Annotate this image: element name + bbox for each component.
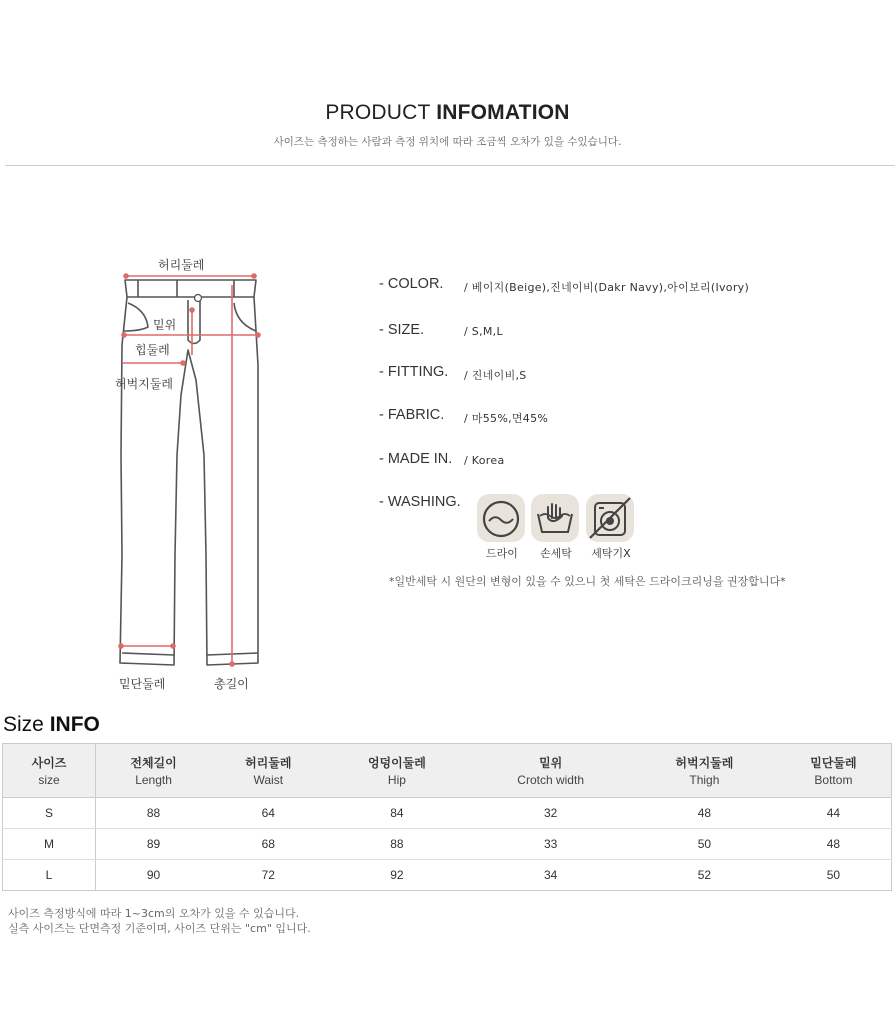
table-header-row <box>3 744 892 798</box>
cell-waist: 68 <box>211 829 325 860</box>
diagram-label-thigh: 허벅지둘레 <box>115 377 173 391</box>
spec-label: - WASHING. <box>379 494 461 510</box>
diagram-label-bottom: 밑단둘레 <box>119 677 166 691</box>
footnote-line: 사이즈 측정방식에 따라 1~3cm의 오차가 있을 수 있습니다. <box>8 907 300 920</box>
spec-value: / S,M,L <box>464 325 503 338</box>
cell-waist: 72 <box>211 860 325 891</box>
cell-length: 89 <box>96 829 212 860</box>
dry-clean-icon <box>477 494 525 542</box>
footnote-line: 실측 사이즈는 단면측정 기준이며, 사이즈 단위는 "cm" 입니다. <box>8 922 311 935</box>
diagram-label-crotch: 밑위 <box>153 318 177 332</box>
col-bottom: 밑단둘레 Bottom <box>776 744 892 798</box>
cell-thigh: 50 <box>633 829 776 860</box>
cell-crotch: 32 <box>468 798 633 829</box>
cell-hip: 88 <box>325 829 468 860</box>
table-row <box>3 829 892 860</box>
size-table <box>2 743 892 891</box>
cell-hip: 92 <box>325 860 468 891</box>
no-machine-wash-icon <box>586 494 634 542</box>
pants-illustration <box>108 255 278 695</box>
size-footnote <box>8 906 311 936</box>
cell-size: M <box>3 829 96 860</box>
page-subtitle: 사이즈는 측정하는 사람과 측정 위치에 따라 조금씩 오차가 있을 수있습니다. <box>273 136 622 148</box>
cell-hip: 84 <box>325 798 468 829</box>
cell-length: 88 <box>96 798 212 829</box>
cell-bottom: 50 <box>776 860 892 891</box>
size-info-heading: Size INFO <box>3 713 100 736</box>
spec-label: - SIZE. <box>379 322 425 338</box>
cell-bottom: 48 <box>776 829 892 860</box>
col-length: 전체길이 Length <box>96 744 212 798</box>
cell-bottom: 44 <box>776 798 892 829</box>
cell-crotch: 33 <box>468 829 633 860</box>
col-crotch: 밑위 Crotch width <box>468 744 633 798</box>
spec-value: / 마55%,면45% <box>464 412 549 425</box>
cell-thigh: 48 <box>633 798 776 829</box>
spec-label: - FABRIC. <box>379 407 445 423</box>
cell-length: 90 <box>96 860 212 891</box>
spec-value: / 베이지(Beige),진네이비(Dakr Navy),아이보리(Ivory) <box>464 281 750 294</box>
washing-item-no-machine <box>586 494 636 561</box>
spec-label: - MADE IN. <box>379 451 453 467</box>
cell-crotch: 34 <box>468 860 633 891</box>
washing-label: 손세탁 <box>540 547 572 560</box>
col-hip: 엉덩이둘레 Hip <box>325 744 468 798</box>
diagram-label-length: 총길이 <box>214 677 249 691</box>
washing-label: 드라이 <box>486 547 518 560</box>
col-waist: 허리둘레 Waist <box>211 744 325 798</box>
washing-note: *일반세탁 시 원단의 변형이 있을 수 있으니 첫 세탁은 드라이크리닝을 권장합니다* <box>389 575 786 588</box>
header-divider <box>5 165 895 166</box>
table-row <box>3 860 892 891</box>
diagram-label-hip: 힙둘레 <box>135 343 170 357</box>
cell-size: S <box>3 798 96 829</box>
diagram-label-waist: 허리둘레 <box>158 258 205 272</box>
cell-waist: 64 <box>211 798 325 829</box>
col-size: 사이즈 size <box>3 744 96 798</box>
cell-size: L <box>3 860 96 891</box>
spec-value: / 진네이비,S <box>464 369 527 382</box>
hand-wash-icon <box>531 494 579 542</box>
table-row <box>3 798 892 829</box>
washing-item-hand <box>531 494 581 561</box>
col-thigh: 허벅지둘레 Thigh <box>633 744 776 798</box>
spec-value: / Korea <box>464 454 505 467</box>
washing-item-dry <box>477 494 527 561</box>
page-title: PRODUCT INFOMATION <box>325 101 570 124</box>
spec-label: - COLOR. <box>379 276 444 292</box>
spec-label: - FITTING. <box>379 364 449 380</box>
washing-label: 세탁기X <box>591 547 631 560</box>
cell-thigh: 52 <box>633 860 776 891</box>
pants-measurement-diagram <box>108 255 278 695</box>
